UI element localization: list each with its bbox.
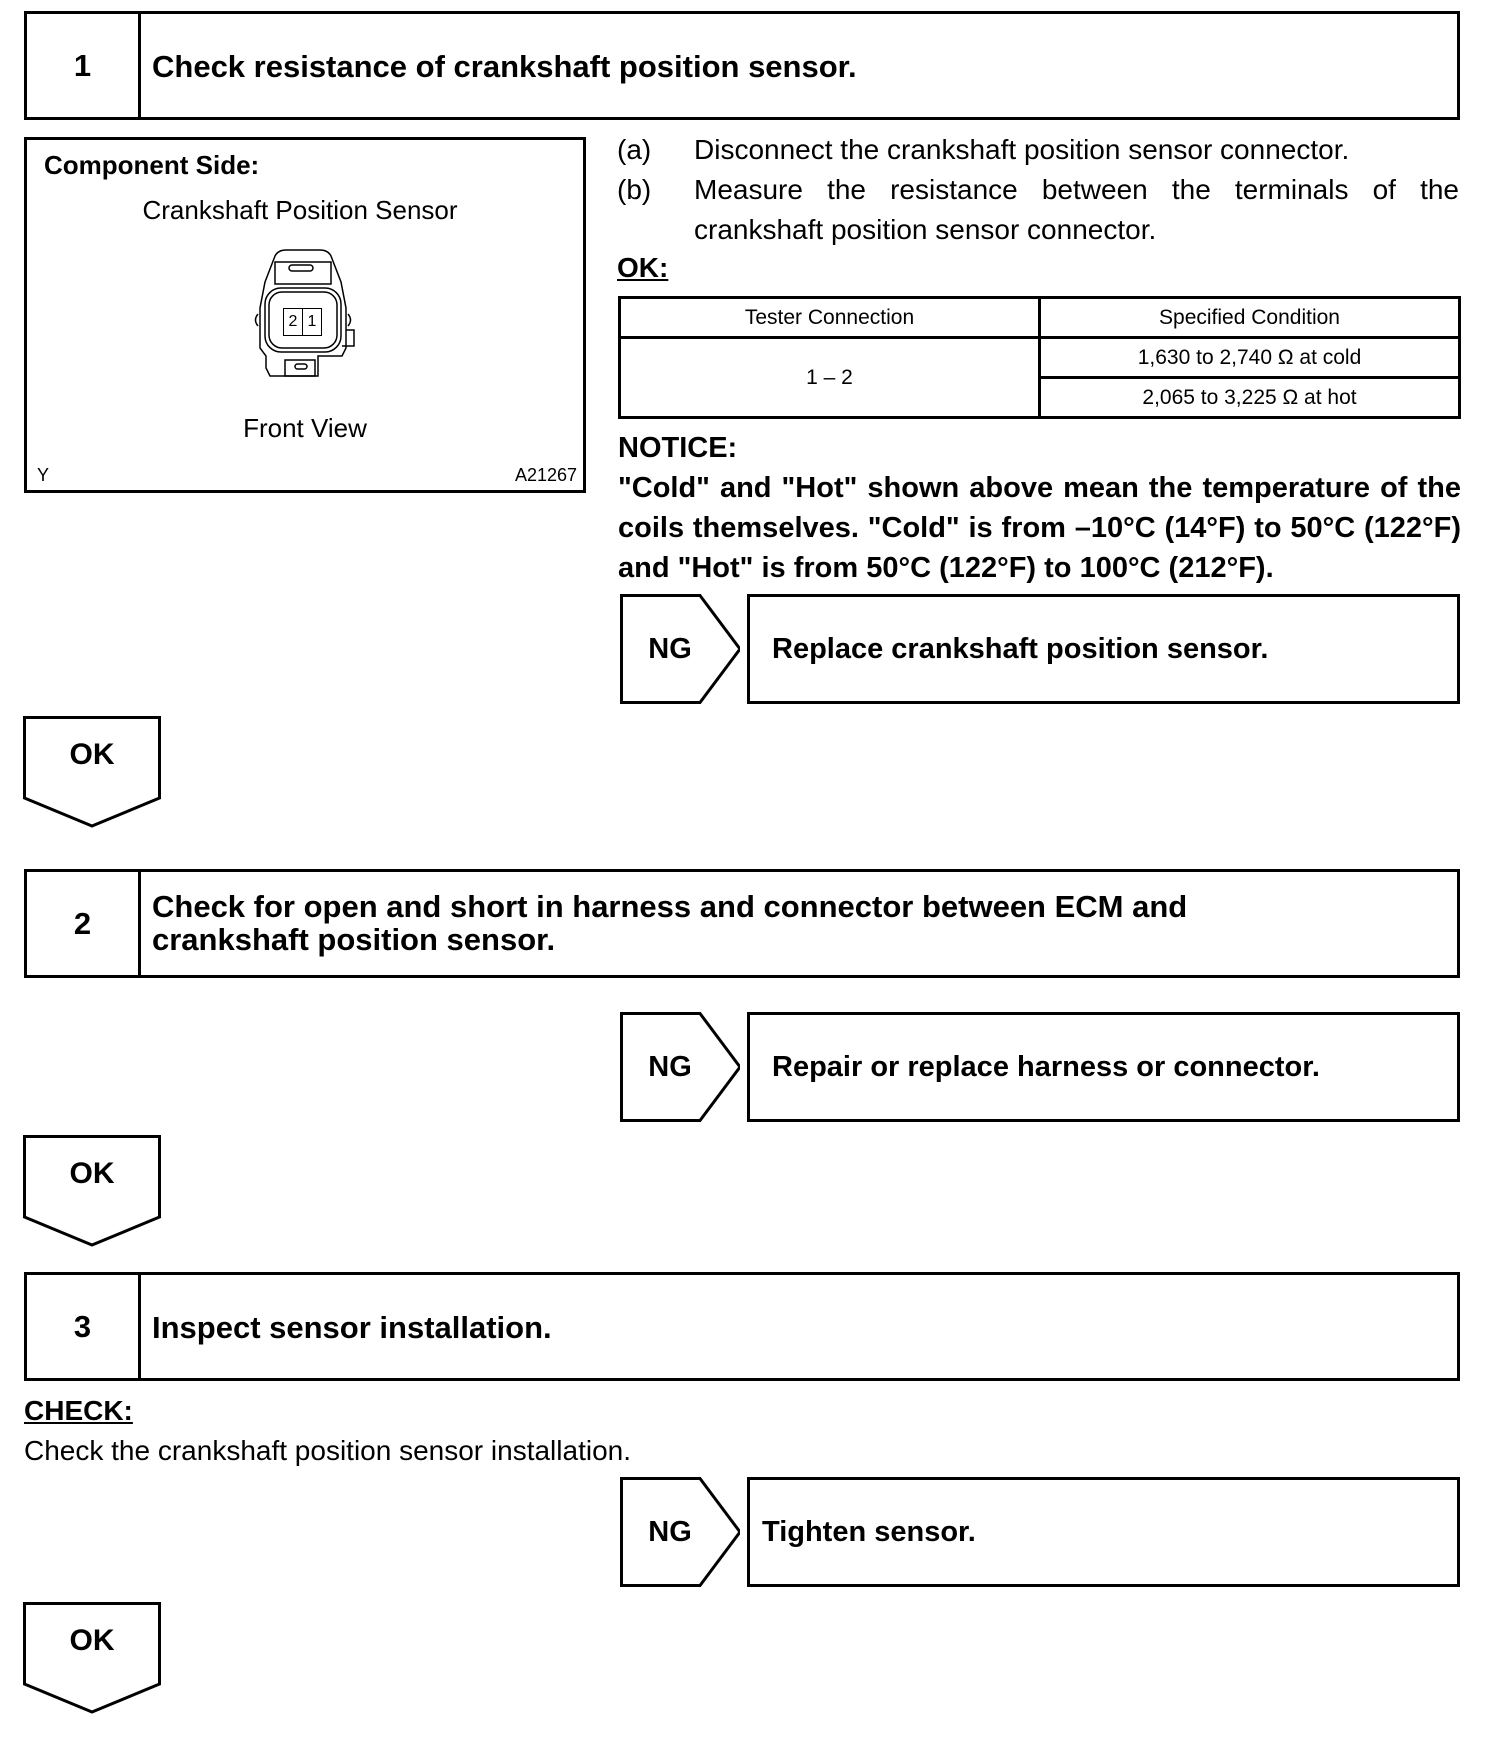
instruction-text: Measure the resistance between the terminals of the crankshaft position sensor connector. (694, 174, 1459, 245)
component-label: Crankshaft Position Sensor (142, 195, 458, 225)
ng-action (747, 594, 1460, 704)
ng-action (747, 1012, 1460, 1122)
terminal-block (283, 308, 322, 336)
step-title-line1: Check for open and short in harness and connector between ECM and (152, 889, 1188, 924)
tester-connection-cell: 1 – 2 (620, 338, 1040, 418)
step-number: 2 (27, 872, 141, 975)
ng-tag (620, 594, 740, 704)
condition-cell: 1,630 to 2,740 Ω at cold (1040, 338, 1460, 378)
step-1-header (24, 11, 1460, 120)
table-row (620, 338, 1460, 378)
ng-label: NG (648, 632, 692, 665)
step-2-header (24, 869, 1460, 978)
ok-branch-step-3 (23, 1602, 161, 1714)
terminal-pin-1: 1 (303, 308, 322, 336)
ng-label: NG (648, 1515, 692, 1548)
ng-action-text: Replace crankshaft position sensor. (772, 632, 1269, 665)
ok-branch-step-1 (23, 716, 161, 828)
ok-label: OK (69, 738, 115, 771)
ng-action-text: Tighten sensor. (762, 1515, 976, 1548)
component-figure (24, 137, 586, 493)
view-label: Front View (243, 413, 367, 443)
step-title: Check resistance of crankshaft position sensor. (152, 49, 857, 84)
figure-code: A21267 (514, 465, 577, 485)
ng-tag (620, 1477, 740, 1587)
instruction-b (617, 170, 1462, 250)
spec-table (618, 296, 1461, 419)
step-number: 1 (27, 14, 141, 117)
ng-branch-step-2 (620, 1012, 1460, 1122)
ok-label: OK (69, 1624, 115, 1657)
figure-heading: Component Side: (44, 150, 260, 180)
ok-branch-step-2 (23, 1135, 161, 1247)
notice-text: "Cold" and "Hot" shown above mean the temperature of the coils themselves. "Cold" is from –10°C (14°F) to 50°C (122°F) and "Hot" is from 50°C (122°F) to 100°C (212°F). (618, 472, 1461, 584)
column-header: Tester Connection (620, 298, 1040, 338)
table-header-row (620, 298, 1460, 338)
instruction-label: (a) (617, 134, 652, 165)
notice (618, 428, 1461, 588)
ng-branch-step-1 (620, 594, 1460, 704)
notice-heading: NOTICE: (618, 432, 738, 464)
instruction-a (617, 130, 1462, 170)
ng-label: NG (648, 1050, 692, 1083)
instruction-label: (b) (617, 174, 652, 205)
step-3-header (24, 1272, 1460, 1381)
ok-label: OK (69, 1157, 115, 1190)
figure-corner-left: Y (37, 465, 50, 485)
step-title-line2: crankshaft position sensor. (152, 922, 556, 957)
ng-action (747, 1477, 1460, 1587)
step-number: 3 (27, 1275, 141, 1378)
ok-arrow-shape (23, 716, 161, 828)
column-header: Specified Condition (1040, 298, 1460, 338)
terminal-pin-2: 2 (283, 308, 303, 336)
ng-tag (620, 1012, 740, 1122)
ng-action-text: Repair or replace harness or connector. (772, 1050, 1320, 1083)
ok-heading: OK: (617, 252, 669, 283)
check-text: Check the crankshaft position sensor installation. (24, 1435, 631, 1466)
condition-cell: 2,065 to 3,225 Ω at hot (1040, 378, 1460, 418)
check-heading: CHECK: (24, 1395, 133, 1426)
instruction-text: Disconnect the crankshaft position sensor connector. (694, 134, 1350, 165)
ng-branch-step-3 (620, 1477, 1460, 1587)
ok-arrow-shape (23, 1135, 161, 1247)
step-title: Inspect sensor installation. (152, 1310, 552, 1345)
ok-arrow-shape (23, 1602, 161, 1714)
